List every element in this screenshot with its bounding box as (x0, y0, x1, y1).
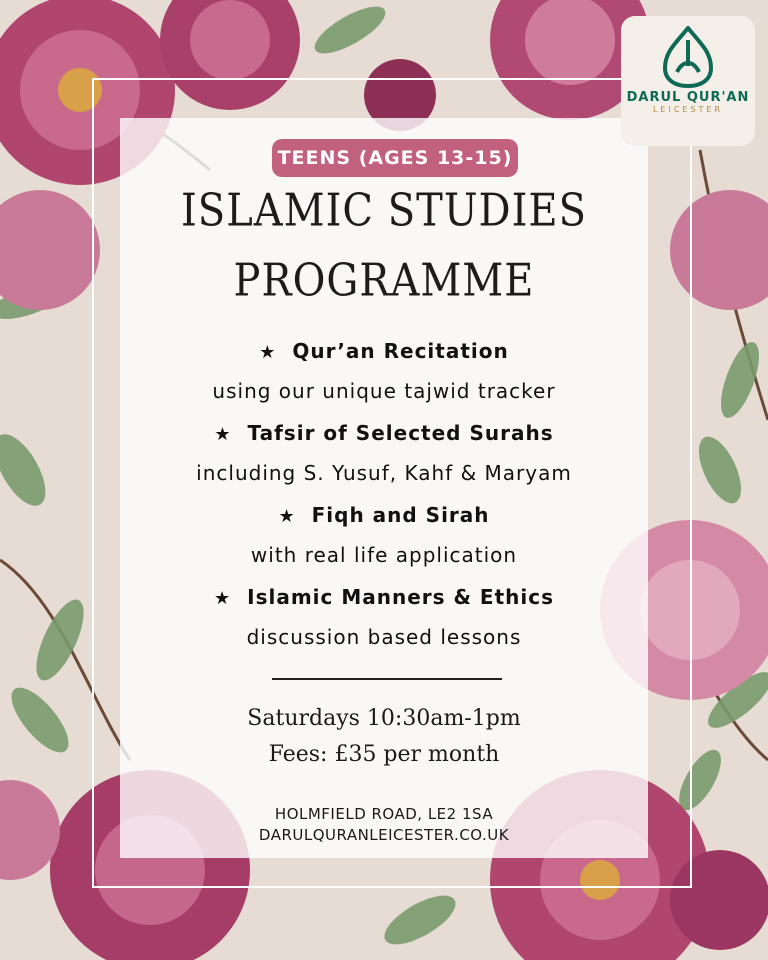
title-line-1: ISLAMIC STUDIES (181, 185, 587, 237)
programme-item-manners (100, 582, 668, 652)
star-icon: ★ (214, 424, 232, 445)
footer-address: HOLMFIELD ROAD, LE2 1SA (274, 805, 494, 823)
programme-item-fiqh (100, 500, 668, 570)
schedule-time: Saturdays 10:30am-1pm (247, 706, 521, 731)
programme-item-tafsir (100, 418, 668, 488)
title-line-2: PROGRAMME (233, 255, 535, 307)
logo-name: DARUL QUR'AN (626, 90, 750, 105)
star-icon: ★ (278, 506, 296, 527)
star-icon: ★ (259, 342, 277, 363)
age-badge: TEENS (AGES 13-15) (272, 139, 518, 177)
item-description: with real life application (250, 543, 518, 567)
item-heading: Qur’an Recitation (292, 339, 509, 363)
logo-subtitle: LEICESTER (652, 105, 724, 114)
footer-website: DARULQURANLEICESTER.CO.UK (258, 826, 510, 844)
item-description: discussion based lessons (246, 625, 522, 649)
divider (272, 678, 502, 680)
schedule-fees: Fees: £35 per month (268, 742, 500, 767)
star-icon: ★ (213, 588, 232, 609)
item-description: using our unique tajwid tracker (212, 379, 556, 403)
item-heading: Fiqh and Sirah (311, 503, 490, 527)
item-heading: Islamic Manners & Ethics (247, 585, 554, 609)
programme-item-recitation (100, 336, 668, 406)
item-description: including S. Yusuf, Kahf & Maryam (196, 461, 572, 485)
item-heading: Tafsir of Selected Surahs (247, 421, 554, 445)
logo (621, 16, 755, 146)
calligraphy-dome-icon (653, 26, 723, 88)
